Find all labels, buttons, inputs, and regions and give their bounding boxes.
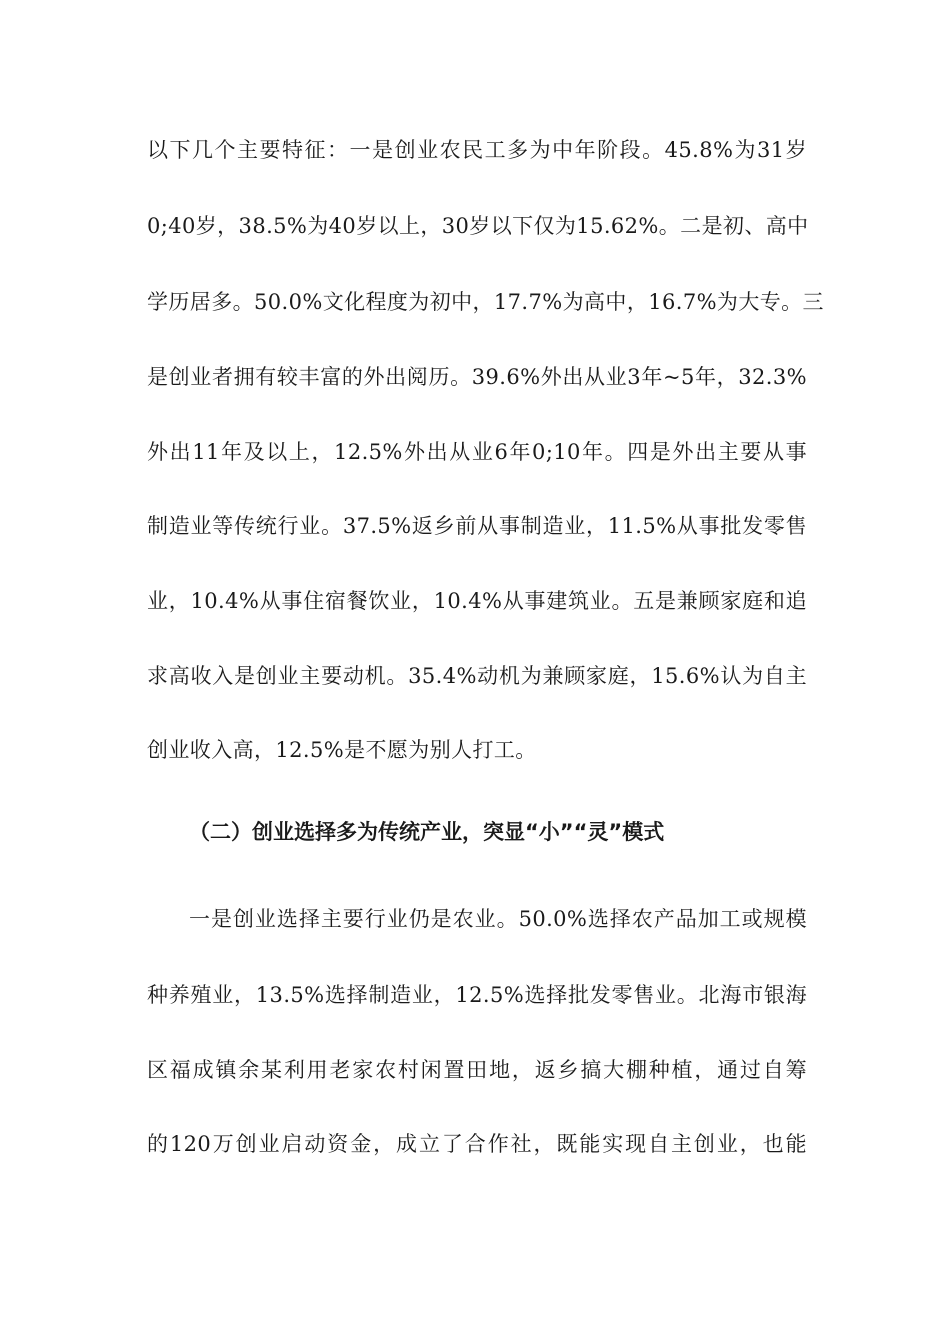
paragraph-2-line-4: 的120万创业启动资金，成立了合作社，既能实现自主创业，也能: [147, 1132, 807, 1156]
paragraph-1-line-5: 外出11年及以上，12.5%外出从业6年0;10年。四是外出主要从事: [147, 440, 807, 464]
section-heading: （二）创业选择多为传统产业，突显“小”“灵”模式: [189, 820, 665, 844]
paragraph-2-line-2: 种养殖业，13.5%选择制造业，12.5%选择批发零售业。北海市银海: [147, 983, 807, 1007]
paragraph-1-line-7: 业，10.4%从事住宿餐饮业，10.4%从事建筑业。五是兼顾家庭和追: [147, 589, 807, 613]
paragraph-2-line-1: 一是创业选择主要行业仍是农业。50.0%选择农产品加工或规模: [189, 907, 807, 931]
paragraph-1-line-9: 创业收入高，12.5%是不愿为别人打工。: [147, 738, 537, 762]
paragraph-1-line-8: 求高收入是创业主要动机。35.4%动机为兼顾家庭，15.6%认为自主: [147, 664, 807, 688]
paragraph-1-line-6: 制造业等传统行业。37.5%返乡前从事制造业，11.5%从事批发零售: [147, 514, 807, 538]
paragraph-2-line-3: 区福成镇余某利用老家农村闲置田地，返乡搞大棚种植，通过自筹: [147, 1058, 807, 1082]
paragraph-1-line-1: 以下几个主要特征：一是创业农民工多为中年阶段。45.8%为31岁: [147, 138, 807, 162]
paragraph-1-line-3: 学历居多。50.0%文化程度为初中，17.7%为高中，16.7%为大专。三: [147, 290, 824, 314]
paragraph-1-line-4: 是创业者拥有较丰富的外出阅历。39.6%外出从业3年~5年，32.3%: [147, 365, 807, 389]
paragraph-1-line-2: 0;40岁，38.5%为40岁以上，30岁以下仅为15.62%。二是初、高中: [147, 214, 809, 238]
